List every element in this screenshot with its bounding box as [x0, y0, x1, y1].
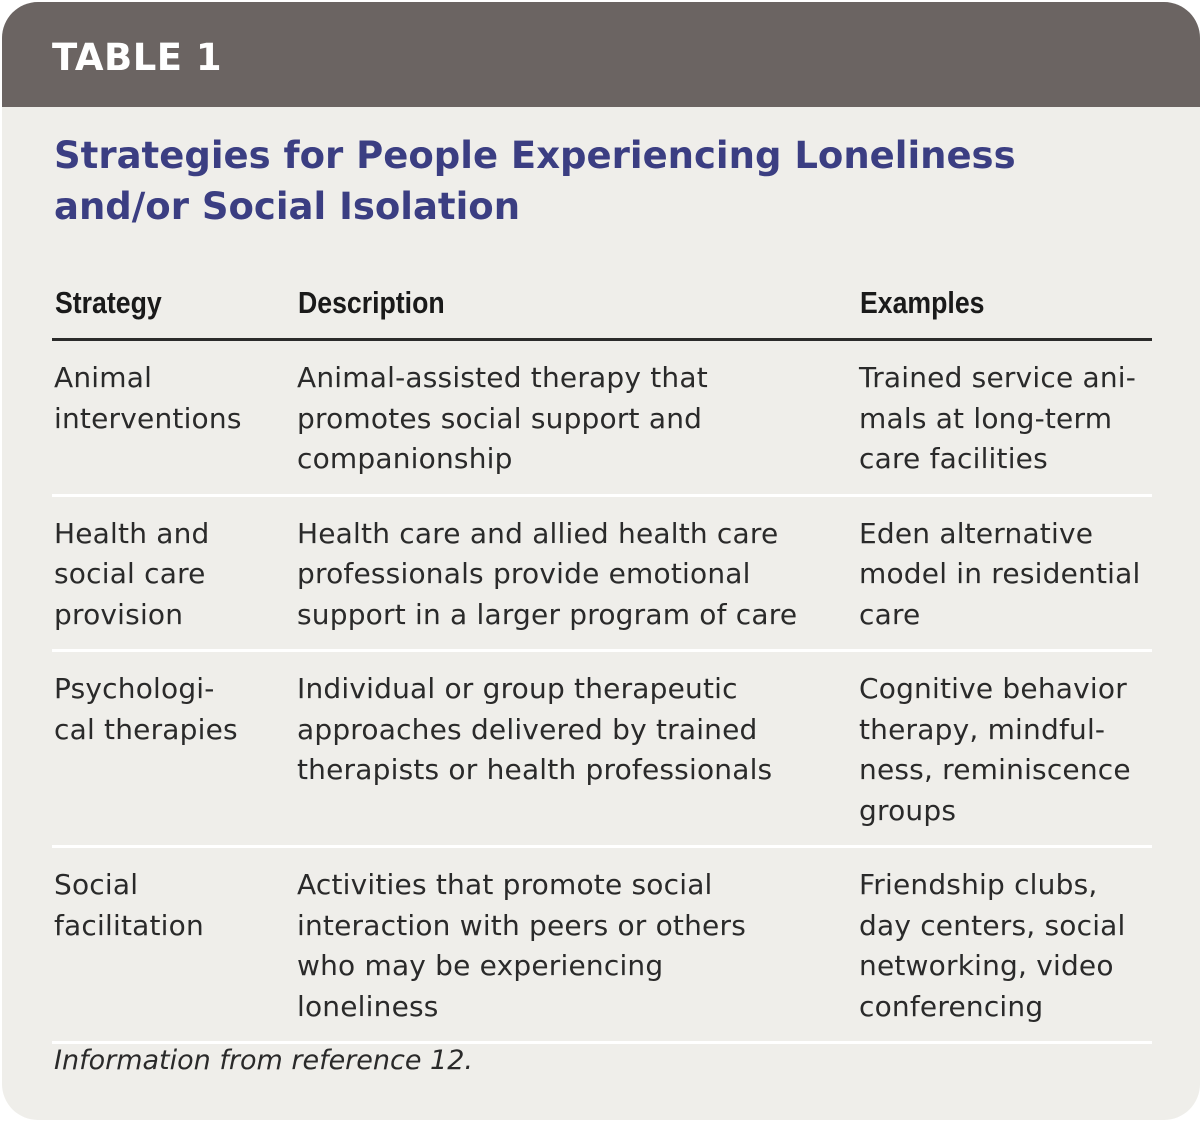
cell-line: Friendship clubs,: [859, 868, 1098, 901]
cell-line: promotes social support and: [297, 401, 703, 435]
cell-line: ness, reminiscence: [859, 753, 1131, 786]
cell-line: mals at long-term: [859, 401, 1113, 435]
examples-cell: [857, 848, 1152, 1044]
table-row: [52, 848, 1152, 1044]
source-note: Information from reference 12.: [54, 1045, 473, 1076]
column-header-label: Description: [298, 285, 445, 320]
cell-line: who may be experiencing: [297, 949, 664, 982]
column-header-strategy: [52, 257, 295, 341]
description-cell: [295, 497, 857, 653]
table-number-label: TABLE 1: [52, 36, 223, 79]
cell-line: Psychologi-: [54, 672, 215, 705]
cell-line: social care: [54, 557, 206, 590]
cell-line: loneliness: [297, 989, 439, 1023]
column-header-label: Examples: [860, 285, 985, 320]
cell-line: networking, video: [859, 949, 1114, 982]
cell-line: conferencing: [859, 989, 1044, 1023]
cell-line: care facilities: [859, 442, 1048, 475]
cell-line: Animal-assisted therapy that: [297, 361, 708, 394]
cell-line: Health and: [54, 516, 210, 550]
cell-line: facilitation: [54, 908, 204, 942]
cell-line: Trained service ani-: [859, 361, 1137, 394]
cell-line: model in residential: [859, 557, 1141, 590]
cell-line: provision: [54, 597, 184, 631]
column-header-description: [295, 257, 857, 341]
strategy-cell: [52, 652, 295, 848]
examples-cell: [857, 652, 1152, 848]
cell-line: professionals provide emotional: [297, 557, 751, 590]
cell-line: cal therapies: [54, 712, 238, 746]
description-cell: [295, 341, 857, 497]
cell-line: interaction with peers or others: [297, 908, 746, 942]
description-cell: [295, 848, 857, 1044]
examples-cell: [857, 497, 1152, 653]
cell-line: interventions: [54, 401, 242, 435]
description-cell: [295, 652, 857, 848]
cell-line: Social: [54, 868, 139, 901]
strategy-cell: [52, 497, 295, 653]
strategy-cell: [52, 341, 295, 497]
table-title-line: and/or Social Isolation: [54, 185, 521, 228]
table-row: [52, 341, 1152, 497]
cell-line: day centers, social: [859, 908, 1126, 942]
table-header-bar: [2, 2, 1200, 107]
cell-line: support in a larger program of care: [297, 597, 798, 631]
strategies-table: [52, 257, 1152, 1044]
table-row: [52, 497, 1152, 653]
table-title: [54, 130, 1144, 232]
cell-line: Individual or group therapeutic: [297, 672, 738, 705]
table-card: [2, 2, 1200, 1120]
column-header-label: Strategy: [55, 285, 162, 320]
cell-line: Cognitive behavior: [859, 672, 1127, 705]
cell-line: Health care and allied health care: [297, 516, 779, 550]
cell-line: Eden alternative: [859, 516, 1094, 550]
cell-line: Animal: [54, 361, 153, 394]
cell-line: care: [859, 597, 921, 631]
cell-line: therapy, mindful-: [859, 712, 1106, 746]
cell-line: Activities that promote social: [297, 868, 713, 901]
cell-line: companionship: [297, 442, 513, 475]
table-header-row: [52, 257, 1152, 341]
table-row: [52, 652, 1152, 848]
examples-cell: [857, 341, 1152, 497]
cell-line: approaches delivered by trained: [297, 712, 758, 746]
column-header-examples: [857, 257, 1152, 341]
cell-line: groups: [859, 793, 957, 827]
table-title-line: Strategies for People Experiencing Loneliness: [54, 134, 1016, 177]
cell-line: therapists or health professionals: [297, 753, 773, 786]
strategy-cell: [52, 848, 295, 1044]
